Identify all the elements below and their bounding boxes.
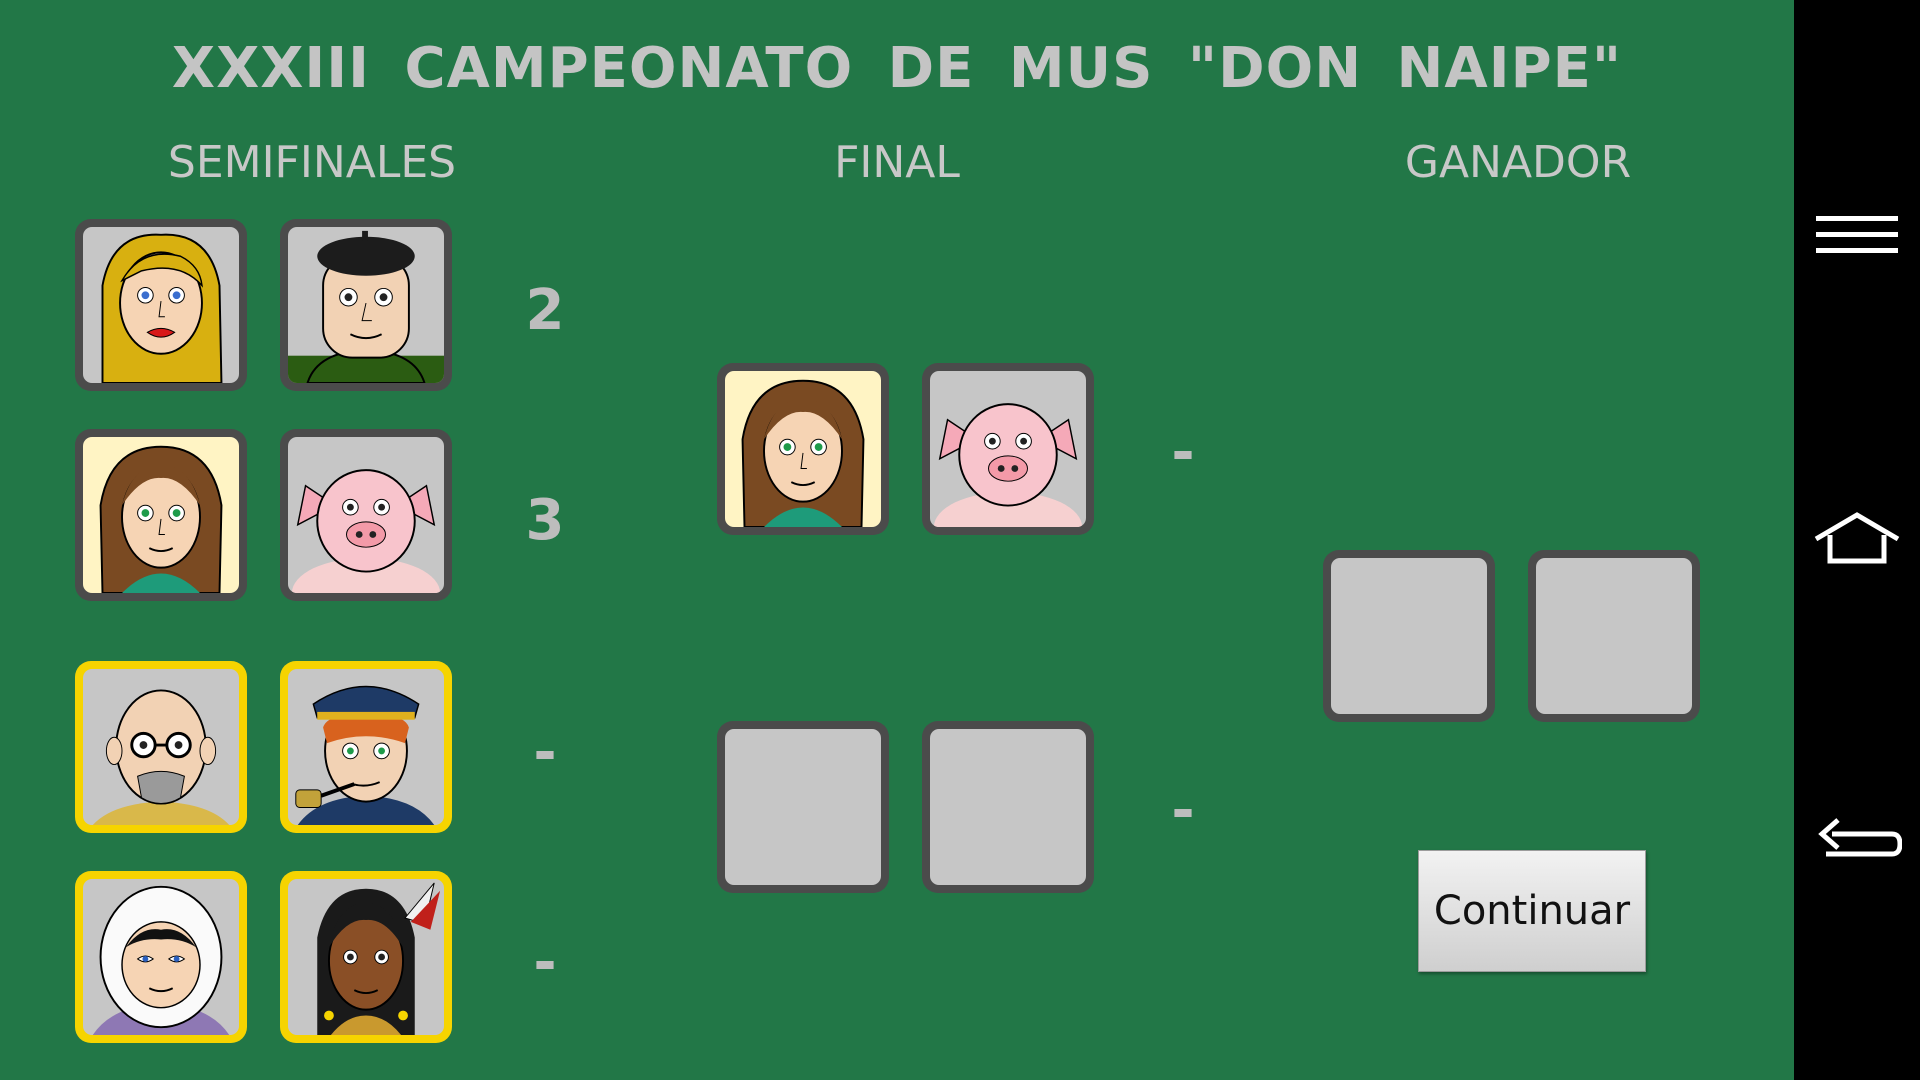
winner-empty-slot-2 (1528, 550, 1700, 722)
brown-hair-woman-avatar (83, 437, 239, 593)
empty-tile (1536, 558, 1692, 714)
system-nav-bar (1794, 0, 1920, 1080)
final-empty-slot-1 (717, 721, 889, 893)
pig-avatar (930, 371, 1086, 527)
beret-man-avatar (288, 227, 444, 383)
empty-tile (725, 729, 881, 885)
player-tile-beret-man (280, 219, 452, 391)
continue-button[interactable]: Continuar (1418, 850, 1646, 972)
final-tile-pig (922, 363, 1094, 535)
final-score-b: - (1171, 778, 1195, 843)
winner-header: GANADOR (1404, 137, 1632, 188)
blonde-woman-avatar (83, 227, 239, 383)
player-tile-blonde-woman (75, 219, 247, 391)
final-tile-brown-hair-woman (717, 363, 889, 535)
menu-icon[interactable] (1812, 190, 1902, 280)
sailor-avatar (288, 669, 444, 825)
brown-hair-woman-avatar (725, 371, 881, 527)
player-tile-pig (280, 429, 452, 601)
player-tile-eskimo (75, 871, 247, 1043)
semifinal-1-score-a: 2 (525, 278, 565, 343)
player-tile-native-girl (280, 871, 452, 1043)
winner-empty-slot-1 (1323, 550, 1495, 722)
player-tile-bald-man (75, 661, 247, 833)
back-icon[interactable] (1812, 800, 1902, 890)
final-header: FINAL (834, 137, 960, 188)
player-tile-sailor (280, 661, 452, 833)
eskimo-avatar (83, 879, 239, 1035)
final-empty-slot-2 (922, 721, 1094, 893)
bald-man-avatar (83, 669, 239, 825)
empty-tile (930, 729, 1086, 885)
empty-tile (1331, 558, 1487, 714)
final-score-a: - (1171, 420, 1195, 485)
semifinal-2-score-a: - (533, 720, 557, 785)
player-tile-brown-hair-woman (75, 429, 247, 601)
native-girl-avatar (288, 879, 444, 1035)
semifinal-2-score-b: - (533, 930, 557, 995)
pig-avatar (288, 437, 444, 593)
semifinals-header: SEMIFINALES (167, 137, 457, 188)
home-icon[interactable] (1812, 495, 1902, 585)
semifinal-1-score-b: 3 (525, 488, 565, 553)
page-title: XXXIII CAMPEONATO DE MUS "DON NAIPE" (171, 36, 1623, 101)
